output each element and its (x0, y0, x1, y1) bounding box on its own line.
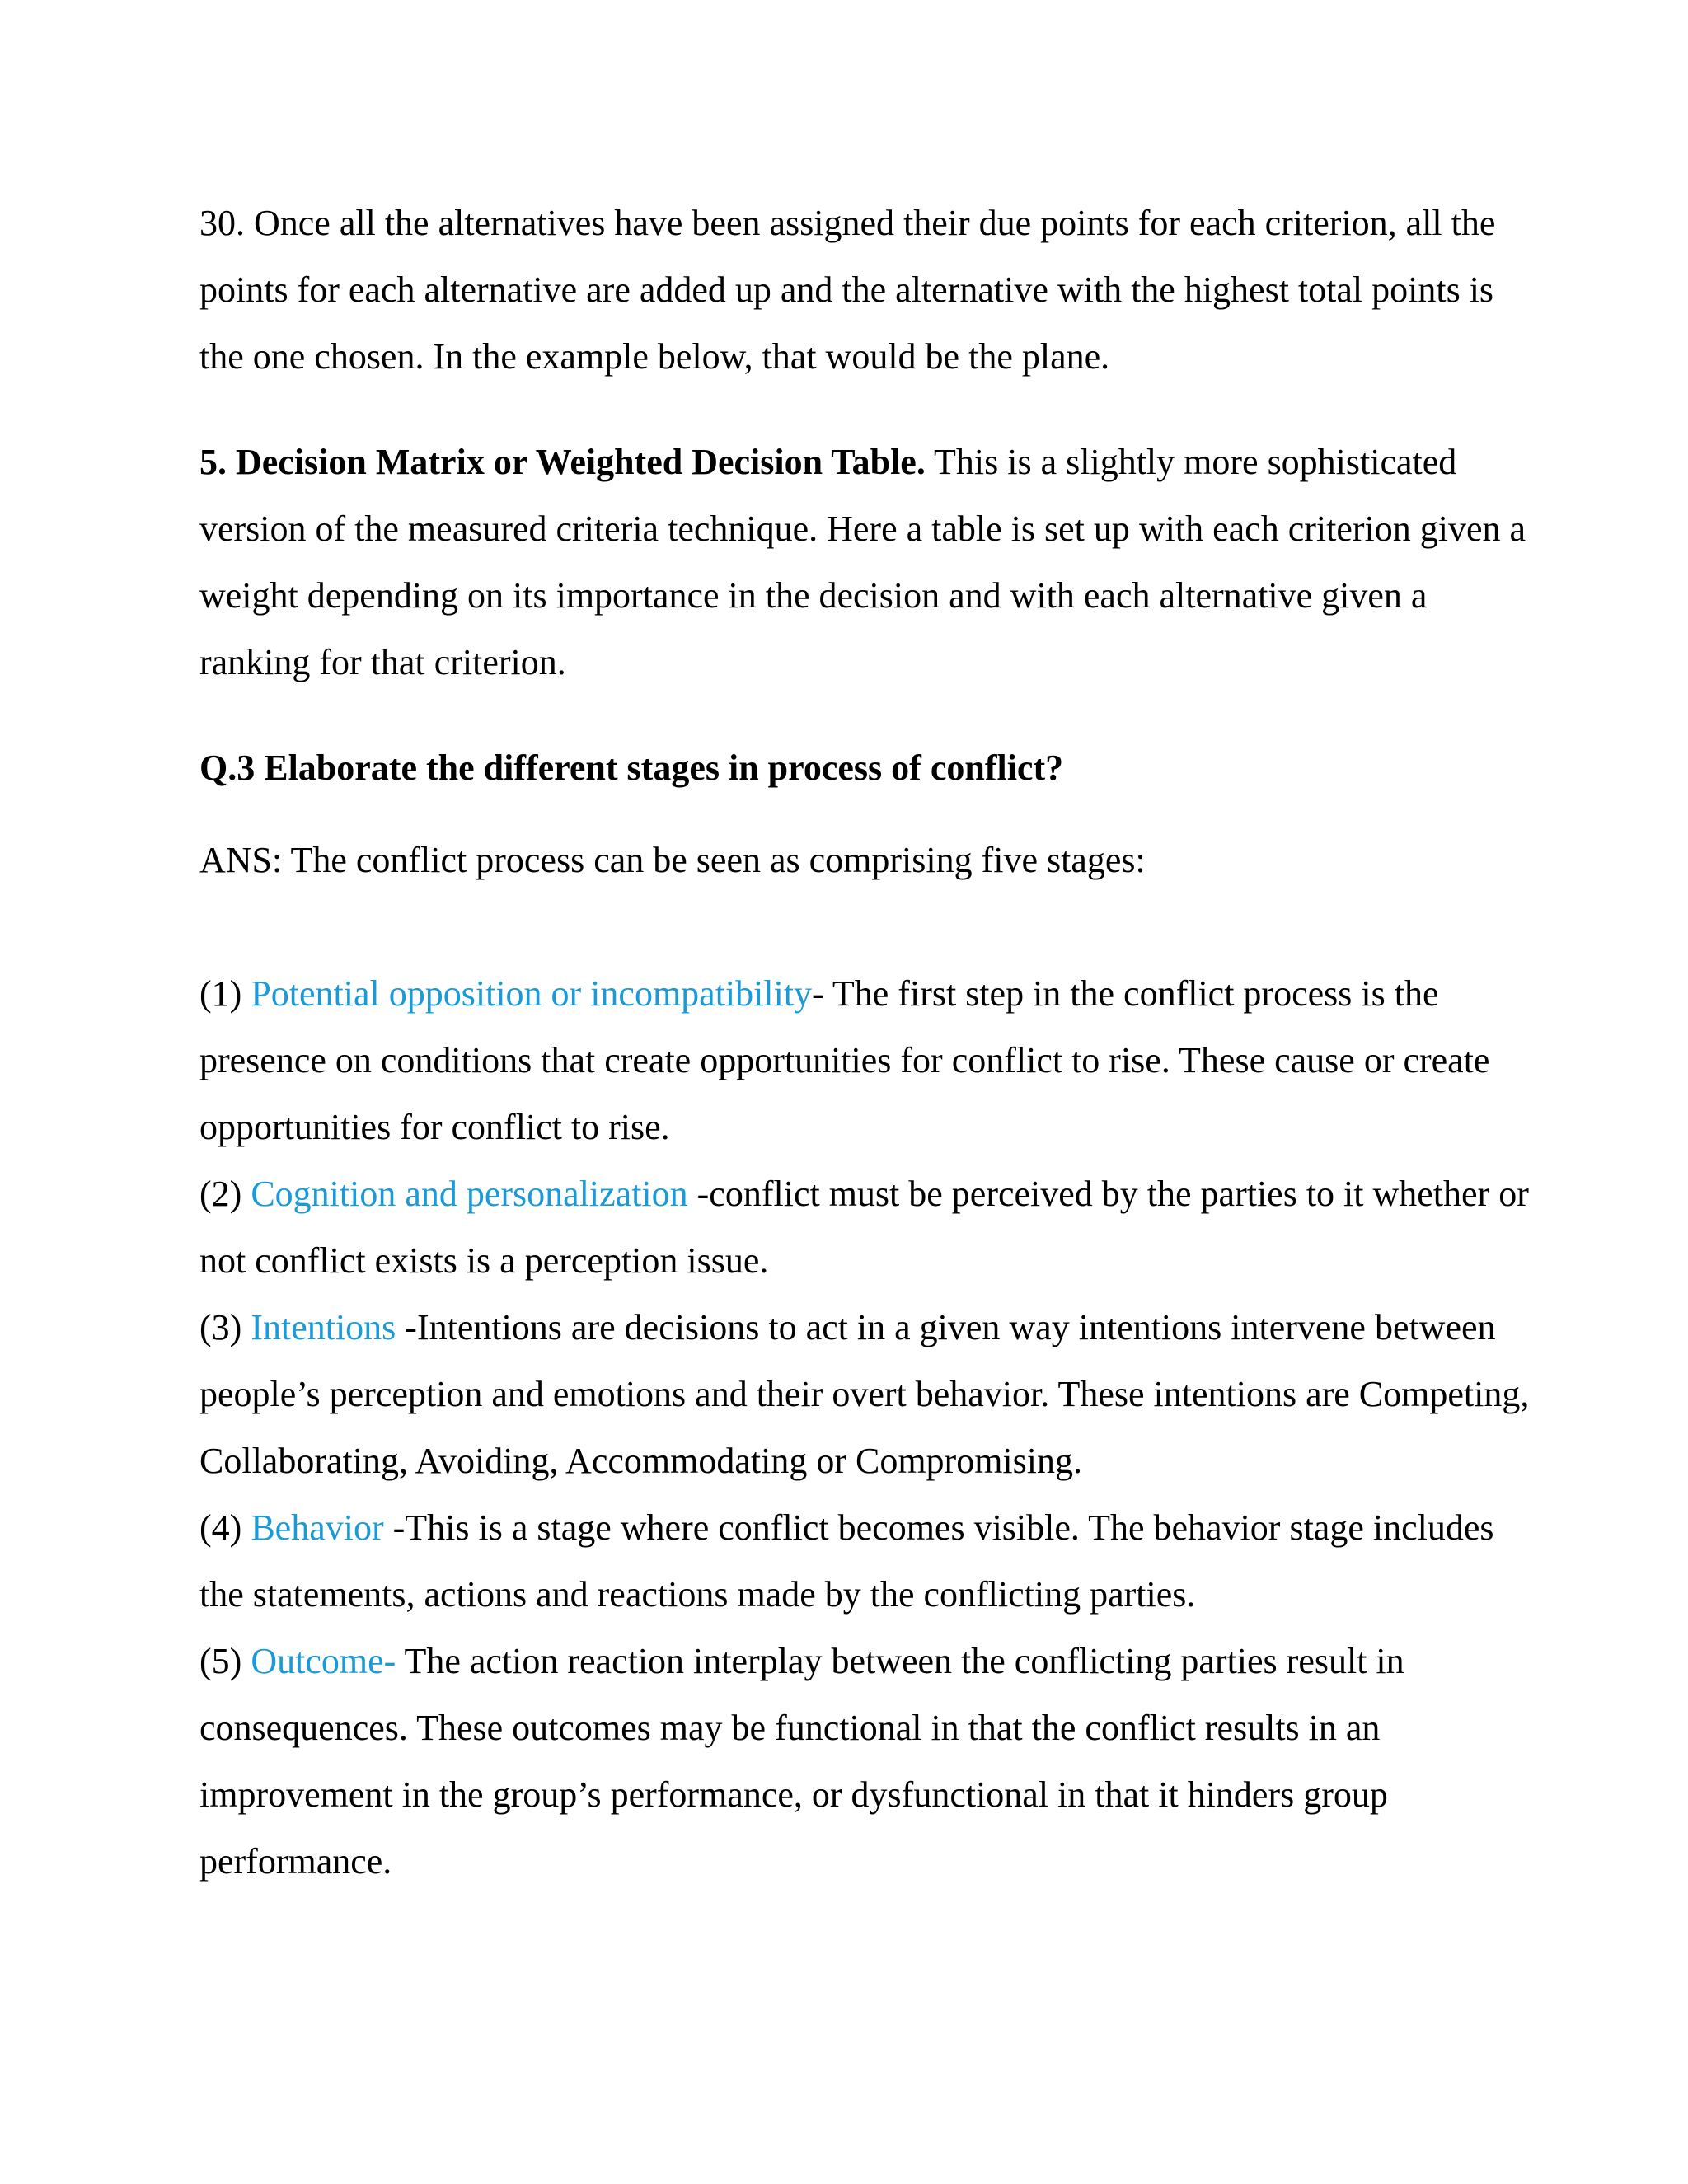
stage-term: Intentions (251, 1307, 396, 1347)
stage-description: -This is a stage where conflict becomes visible. The behavior stage includes the statements, actions and reactions made by the conflicting parties. (199, 1507, 1494, 1615)
stage-item (199, 960, 1535, 1160)
stage-term: Behavior (251, 1507, 384, 1548)
stage-term: Outcome- (251, 1641, 396, 1681)
answer-intro: ANS: The conflict process can be seen as comprising five stages: (199, 840, 1146, 880)
stage-term: Potential opposition or incompatibility (251, 973, 813, 1014)
stage-item (199, 1494, 1535, 1628)
stage-item (199, 1628, 1535, 1895)
stage-description: -conflict must be perceived by the parties to it whether or not conflict exists is a perception issue. (199, 1174, 1529, 1281)
decision-matrix-paragraph (199, 429, 1535, 696)
stage-description: The action reaction interplay between the conflicting parties result in consequences. These outcomes may be functional in that the conflict results in an improvement in the group’s performance, or dysfunctional in that it hinders group performance. (199, 1641, 1404, 1882)
decision-matrix-heading: 5. Decision Matrix or Weighted Decision Table. (199, 442, 926, 482)
decision-matrix-text: This is a slightly more sophisticated version of the measured criteria technique. Here a table is set up with each criterion given a weight depending on its importance in the decision and with each alternative given a ranking for that criterion. (199, 442, 1526, 682)
stage-number: (4) (199, 1507, 251, 1548)
stage-item (199, 1294, 1535, 1494)
intro-paragraph: 30. Once all the alternatives have been assigned their due points for each criterion, all the points for each alternative are added up and the alternative with the highest total points is the one chosen. In the example below, that would be the plane. (199, 203, 1496, 377)
stage-number: (3) (199, 1307, 251, 1347)
stage-number: (1) (199, 973, 251, 1014)
stage-number: (5) (199, 1641, 251, 1681)
page-content (199, 190, 1535, 1895)
stage-item (199, 1160, 1535, 1294)
stage-term: Cognition and personalization (251, 1174, 688, 1214)
stage-description: -Intentions are decisions to act in a given way intentions intervene between people’s perception and emotions and their overt behavior. These intentions are Competing, Collaborating, Avoiding, Accommodating or Compromising. (199, 1307, 1530, 1481)
stage-description: - The first step in the conflict process is the presence on conditions that create opportunities for conflict to rise. These cause or create opportunities for conflict to rise. (199, 973, 1490, 1147)
stage-number: (2) (199, 1174, 251, 1214)
question-heading: Q.3 Elaborate the different stages in process of conflict? (199, 748, 1064, 788)
